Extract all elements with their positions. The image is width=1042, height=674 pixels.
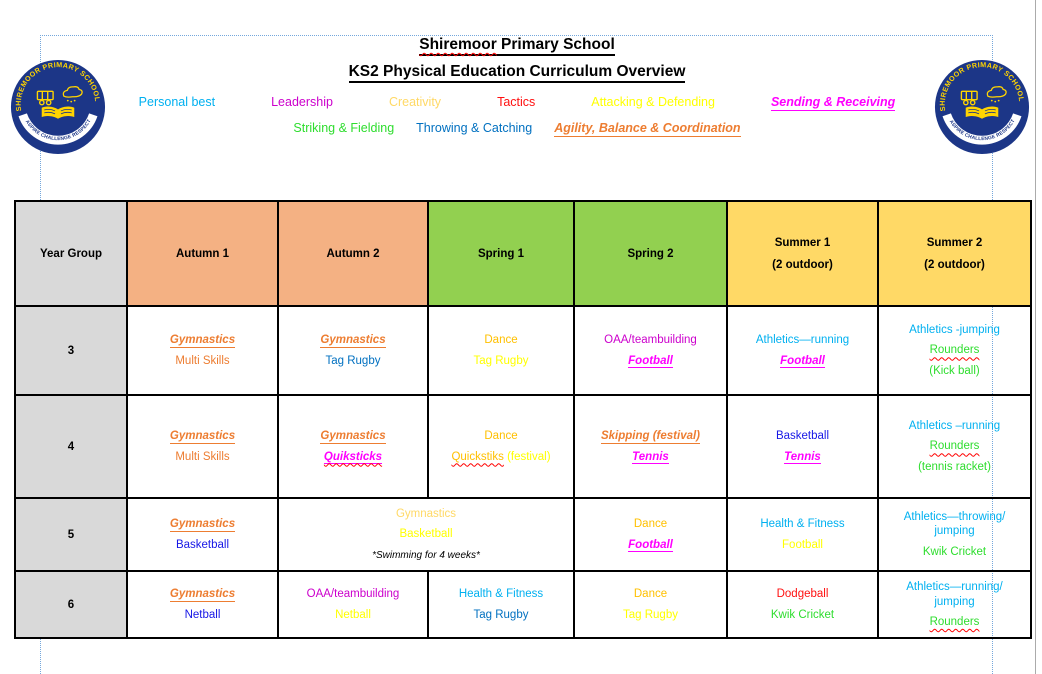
year-row-6 xyxy=(15,571,1031,638)
school-logo-left xyxy=(9,58,107,156)
cell-line xyxy=(886,439,1023,453)
cell-line xyxy=(886,510,1023,539)
cell-text: Quiksticks xyxy=(323,450,383,463)
header-row xyxy=(15,201,1031,306)
cell-text: (tennis racket) xyxy=(918,460,991,473)
cell-line xyxy=(286,548,566,563)
cell-text: *Swimming for 4 weeks* xyxy=(372,549,480,561)
school-logo-right xyxy=(933,58,1031,156)
cell-line xyxy=(135,587,270,601)
cell-text: Gymnastics xyxy=(320,430,386,443)
header-cell: Autumn 2 xyxy=(278,201,428,306)
header-cell: Summer 2 (2 outdoor) xyxy=(878,201,1031,306)
legend-item: Sending & Receiving xyxy=(770,95,896,109)
cell-text: Athletics—throwing/ jumping xyxy=(903,511,1006,538)
legend-row-2 xyxy=(0,121,1034,137)
year-row-4 xyxy=(15,395,1031,498)
curriculum-cell xyxy=(127,571,278,638)
year-cell: 3 xyxy=(15,306,127,395)
curriculum-cell xyxy=(278,395,428,498)
cell-text: Gymnastics xyxy=(169,518,236,531)
cell-text: Athletics—running xyxy=(755,334,850,347)
cell-text: Football xyxy=(782,538,823,551)
curriculum-cell xyxy=(428,571,574,638)
cell-line xyxy=(286,527,566,541)
cell-line xyxy=(135,429,270,443)
legend-item: Throwing & Catching xyxy=(416,121,533,135)
title-rest: Primary School xyxy=(496,36,615,53)
cell-text: Rounders xyxy=(929,616,980,628)
cell-line xyxy=(735,450,870,464)
cell-text: Skipping (festival) xyxy=(600,430,701,443)
cell-text: Dance xyxy=(633,518,668,531)
cell-text: Football xyxy=(628,354,673,367)
cell-text: OAA/teambuilding xyxy=(604,334,697,347)
cell-line xyxy=(886,364,1023,378)
cell-text: Basketball xyxy=(175,538,230,551)
cell-line xyxy=(735,587,870,601)
header-cell: Spring 1 xyxy=(428,201,574,306)
cell-line xyxy=(886,580,1023,609)
cell-text: Football xyxy=(780,354,825,367)
curriculum-cell xyxy=(878,571,1031,638)
curriculum-cell xyxy=(727,498,878,571)
cell-text: Football xyxy=(628,538,673,551)
cell-text: Kwik Cricket xyxy=(922,545,987,558)
cell-line xyxy=(886,460,1023,474)
cell-text: Dance xyxy=(633,588,668,601)
cell-line xyxy=(286,608,420,622)
cell-text: Gymnastics xyxy=(320,334,386,347)
year-cell: 6 xyxy=(15,571,127,638)
cell-line xyxy=(582,429,719,443)
curriculum-cell xyxy=(727,395,878,498)
title-word: Shiremoor xyxy=(419,36,497,53)
cell-line xyxy=(582,333,719,347)
cell-text: Athletics -jumping xyxy=(909,323,1000,336)
cell-text: Gymnastics xyxy=(169,588,236,601)
cell-line xyxy=(735,333,870,347)
cell-text: Basketball xyxy=(399,528,453,541)
cell-text: Rounders xyxy=(929,440,980,453)
legend-item: Creativity xyxy=(388,95,442,109)
curriculum-cell xyxy=(428,395,574,498)
curriculum-cell xyxy=(574,395,727,498)
cell-text: Athletics –running xyxy=(908,419,1001,432)
legend-item: Leadership xyxy=(271,95,333,109)
cell-line xyxy=(886,419,1023,433)
cell-line xyxy=(735,608,870,622)
cell-text: Netball xyxy=(184,608,221,621)
curriculum-cell xyxy=(278,498,574,571)
logo-motto-text: ASPIRE CHALLENGE RESPECT xyxy=(947,118,1017,143)
cell-line xyxy=(135,538,270,552)
cell-text: Kwik Cricket xyxy=(770,608,835,621)
cell-line xyxy=(286,507,566,521)
curriculum-cell xyxy=(428,306,574,395)
cell-line xyxy=(436,587,566,601)
curriculum-cell xyxy=(878,498,1031,571)
cell-line xyxy=(286,429,420,443)
cell-text: Gymnastics xyxy=(169,430,236,443)
cell-line xyxy=(436,450,566,464)
year-row-3 xyxy=(15,306,1031,395)
logo-arc-text: SHIREMOOR PRIMARY SCHOOL xyxy=(938,61,1026,112)
cell-line xyxy=(135,450,270,464)
cell-text: Multi Skills xyxy=(175,354,230,367)
cell-line xyxy=(135,608,270,622)
cell-text: OAA/teambuilding xyxy=(306,588,400,601)
curriculum-cell xyxy=(278,306,428,395)
cell-text: Basketball xyxy=(775,430,830,443)
header-cell: Spring 2 xyxy=(574,201,727,306)
cell-line xyxy=(582,517,719,531)
cell-line xyxy=(436,429,566,443)
cell-line xyxy=(286,587,420,601)
cell-line xyxy=(582,354,719,368)
cell-line xyxy=(886,343,1023,357)
cell-text: Quickstiks xyxy=(451,450,504,463)
curriculum-cell xyxy=(878,306,1031,395)
header-cell: Year Group xyxy=(15,201,127,306)
cell-text: (Kick ball) xyxy=(929,364,980,377)
legend-row-1 xyxy=(0,95,1034,111)
cell-text: Gymnastics xyxy=(169,334,236,347)
cell-text: Tennis xyxy=(784,450,821,463)
year-cell: 4 xyxy=(15,395,127,498)
cell-line xyxy=(135,517,270,531)
curriculum-cell xyxy=(278,571,428,638)
cell-line xyxy=(582,450,719,464)
curriculum-cell xyxy=(727,571,878,638)
cell-line xyxy=(735,354,870,368)
cell-line xyxy=(436,333,566,347)
header-cell: Autumn 1 xyxy=(127,201,278,306)
cell-text: Dance xyxy=(484,334,518,347)
cell-text: Tennis xyxy=(632,450,669,463)
logo-motto-text: ASPIRE CHALLENGE RESPECT xyxy=(23,118,93,143)
cell-line xyxy=(286,354,420,368)
cell-text: Multi Skills xyxy=(175,450,230,463)
page-edge-line xyxy=(1035,0,1036,674)
curriculum-cell xyxy=(574,306,727,395)
cell-line xyxy=(436,608,566,622)
cell-line xyxy=(582,587,719,601)
cell-line xyxy=(735,538,870,552)
curriculum-cell xyxy=(127,306,278,395)
page-title xyxy=(0,36,1034,54)
cell-text: Tag Rugby xyxy=(325,354,381,367)
curriculum-cell xyxy=(127,498,278,571)
page-subtitle: KS2 Physical Education Curriculum Overview xyxy=(0,63,1034,81)
cell-text: Tag Rugby xyxy=(473,608,529,621)
cell-line xyxy=(135,354,270,368)
cell-text: Health & Fitness xyxy=(458,588,544,601)
year-row-5 xyxy=(15,498,1031,571)
cell-text: Tag Rugby xyxy=(473,354,529,367)
cell-line xyxy=(582,538,719,552)
cell-line xyxy=(436,354,566,368)
cell-text: Rounders xyxy=(929,344,980,357)
legend-item: Attacking & Defending xyxy=(591,95,715,109)
cell-line xyxy=(886,323,1023,337)
curriculum-cell xyxy=(878,395,1031,498)
title-block xyxy=(0,36,1034,81)
header-cell: Summer 1 (2 outdoor) xyxy=(727,201,878,306)
cell-text: Netball xyxy=(335,608,371,621)
cell-line xyxy=(886,545,1023,559)
cell-line xyxy=(886,615,1023,629)
logo-arc-text: SHIREMOOR PRIMARY SCHOOL xyxy=(14,61,102,112)
cell-line xyxy=(135,333,270,347)
legend-item: Agility, Balance & Coordination xyxy=(554,121,741,135)
curriculum-cell xyxy=(127,395,278,498)
cell-text: (festival) xyxy=(503,450,551,463)
legend-item: Personal best xyxy=(138,95,216,109)
cell-text: Athletics—running/ jumping xyxy=(906,581,1003,608)
legend-item: Tactics xyxy=(497,95,536,109)
cell-line xyxy=(735,429,870,443)
legend-item: Striking & Fielding xyxy=(293,121,395,135)
cell-text: Gymnastics xyxy=(395,508,457,520)
cell-line xyxy=(582,608,719,622)
cell-text: Dance xyxy=(484,430,518,443)
curriculum-cell xyxy=(574,571,727,638)
cell-line xyxy=(735,517,870,531)
cell-text: Health & Fitness xyxy=(760,518,845,531)
cell-line xyxy=(286,333,420,347)
cell-line xyxy=(286,450,420,464)
curriculum-cell xyxy=(574,498,727,571)
year-cell: 5 xyxy=(15,498,127,571)
curriculum-table xyxy=(14,200,1032,639)
curriculum-cell xyxy=(727,306,878,395)
cell-text: Dodgeball xyxy=(776,588,829,601)
cell-text: Tag Rugby xyxy=(623,608,678,621)
